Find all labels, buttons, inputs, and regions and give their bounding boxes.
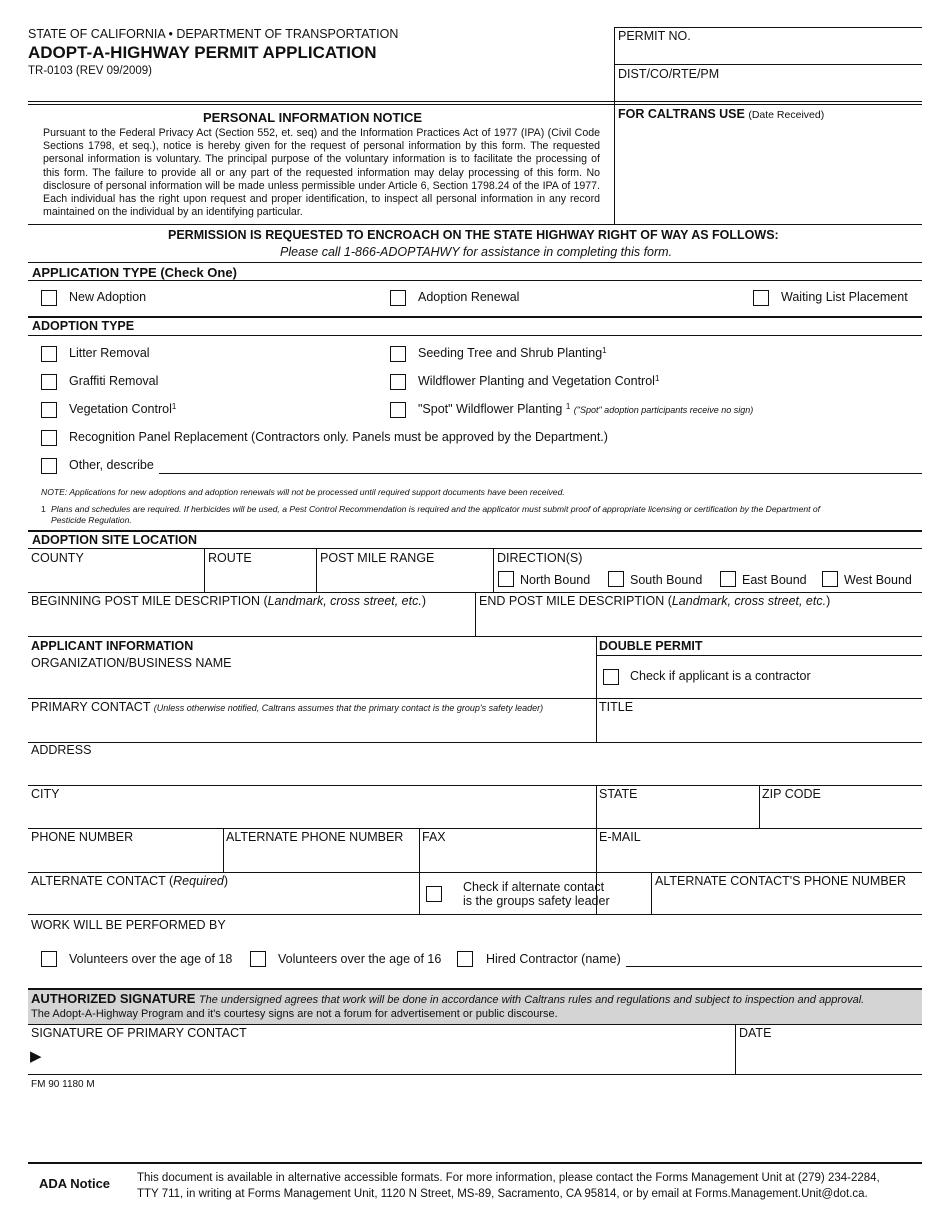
phone-field[interactable] xyxy=(29,846,222,870)
signature-heading-line xyxy=(31,991,864,1006)
signature-arrow: ▶ xyxy=(30,1048,42,1065)
graffiti-removal-label: Graffiti Removal xyxy=(69,374,159,388)
authorized-signature-heading: AUTHORIZED SIGNATURE xyxy=(31,991,196,1006)
primary-contact-note: (Unless otherwise notified, Caltrans assumes that the primary contact is the group's safety leader) xyxy=(153,703,544,713)
east-bound-label: East Bound xyxy=(742,573,807,587)
seeding-checkbox[interactable] xyxy=(390,346,406,362)
site-location-heading: ADOPTION SITE LOCATION xyxy=(32,533,198,547)
litter-removal-checkbox[interactable] xyxy=(41,346,57,362)
permit-no-label: PERMIT NO. xyxy=(618,29,691,43)
end-post-mile-field[interactable] xyxy=(476,610,922,634)
application-type-heading: APPLICATION TYPE (Check One) xyxy=(32,265,237,280)
agency-name: STATE OF CALIFORNIA • DEPARTMENT OF TRANSPORTATION xyxy=(28,27,399,41)
dist-co-rte-pm-field[interactable] xyxy=(615,82,922,100)
other-describe-field[interactable] xyxy=(159,458,922,474)
permit-no-field[interactable] xyxy=(615,44,922,64)
graffiti-removal-checkbox[interactable] xyxy=(41,374,57,390)
adoption-renewal-label: Adoption Renewal xyxy=(418,290,520,304)
post-mile-range-label: POST MILE RANGE xyxy=(320,551,435,565)
contractor-checkbox[interactable] xyxy=(603,669,619,685)
spot-note: ("Spot" adoption participants receive no sign) xyxy=(573,405,754,415)
volunteers-18-checkbox[interactable] xyxy=(41,951,57,967)
contractor-name-field[interactable] xyxy=(626,951,922,967)
dist-co-rte-pm-label: DIST/CO/RTE/PM xyxy=(618,67,720,81)
begin-post-mile-field[interactable] xyxy=(29,610,474,634)
alt-phone-field[interactable] xyxy=(224,846,418,870)
spot-wildflower-checkbox[interactable] xyxy=(390,402,406,418)
wildflower-label: Wildflower Planting and Vegetation Control$^1$ xyxy=(418,374,660,388)
waiting-list-checkbox[interactable] xyxy=(753,290,769,306)
alt-contact-phone-label: ALTERNATE CONTACT'S PHONE NUMBER xyxy=(655,874,907,888)
south-bound-checkbox[interactable] xyxy=(608,571,624,587)
volunteers-18-label: Volunteers over the age of 18 xyxy=(69,952,233,966)
alt-safety-leader-label: Check if alternate contact is the groups safety leader xyxy=(463,880,610,908)
state-field[interactable] xyxy=(597,803,758,827)
city-field[interactable] xyxy=(29,803,595,827)
form-number: TR-0103 (REV 09/2009) xyxy=(28,65,153,77)
double-permit-heading: DOUBLE PERMIT xyxy=(599,639,703,653)
privacy-notice-heading: PERSONAL INFORMATION NOTICE xyxy=(203,110,423,125)
alt-contact-phone-field[interactable] xyxy=(652,890,922,912)
contractor-check-label: Check if applicant is a contractor xyxy=(630,669,811,683)
signature-field[interactable] xyxy=(50,1042,733,1072)
assistance-text: Please call 1-866-ADOPTAHWY for assistance in completing this form. xyxy=(280,245,673,259)
fax-label: FAX xyxy=(422,830,446,844)
county-field[interactable] xyxy=(29,566,203,590)
org-name-field[interactable] xyxy=(29,672,595,696)
recognition-panel-checkbox[interactable] xyxy=(41,430,57,446)
litter-removal-label: Litter Removal xyxy=(69,346,150,360)
permission-heading: PERMISSION IS REQUESTED TO ENCROACH ON THE STATE HIGHWAY RIGHT OF WAY AS FOLLOWS: xyxy=(168,228,779,242)
ada-notice-text: This document is available in alternative accessible formats. For more information, please contact the Forms Management Unit at (279) 234-2284, TTY 711, in writing at Forms Management Unit, 1120 N Street, MS-89, Sacramento, CA 95814, or by email at Forms.Management.Unit@dot.ca. xyxy=(137,1172,880,1200)
email-field[interactable] xyxy=(597,846,922,870)
adoption-note: NOTE: Applications for new adoptions and adoption renewals will not be processed until required support documents have been received. xyxy=(41,487,565,497)
work-performed-heading: WORK WILL BE PERFORMED BY xyxy=(31,918,226,932)
email-label: E-MAIL xyxy=(599,830,641,844)
end-post-mile-label: END POST MILE DESCRIPTION (Landmark, cross street, etc.) xyxy=(479,594,831,608)
adoption-type-heading: ADOPTION TYPE xyxy=(32,319,135,333)
alt-contact-label: ALTERNATE CONTACT (Required) xyxy=(31,874,229,888)
title-field[interactable] xyxy=(597,716,922,740)
post-mile-range-field[interactable] xyxy=(317,566,492,590)
adoption-renewal-checkbox[interactable] xyxy=(390,290,406,306)
volunteers-16-label: Volunteers over the age of 16 xyxy=(278,952,442,966)
vegetation-footnote-mark: 1 xyxy=(171,402,177,411)
fm-number: FM 90 1180 M xyxy=(31,1079,95,1090)
org-name-label: ORGANIZATION/BUSINESS NAME xyxy=(31,656,232,670)
hired-contractor-label: Hired Contractor (name) xyxy=(486,952,621,966)
caltrans-use-label: FOR CALTRANS USE xyxy=(618,107,745,121)
address-label: ADDRESS xyxy=(31,743,92,757)
ada-notice-label: ADA Notice xyxy=(39,1176,111,1191)
recognition-panel-label: Recognition Panel Replacement (Contractors only. Panels must be approved by the Department.) xyxy=(69,430,608,444)
seeding-label: Seeding Tree and Shrub Planting$^1$ xyxy=(418,346,607,360)
caltrans-use-box xyxy=(618,107,824,121)
vegetation-control-checkbox[interactable] xyxy=(41,402,57,418)
title-label: TITLE xyxy=(599,700,634,714)
directions-label: DIRECTION(S) xyxy=(497,551,583,565)
primary-contact-label: PRIMARY CONTACT (Unless otherwise notified, Caltrans assumes that the primary contact is the group's safety leader) xyxy=(31,700,544,714)
agreement-text: The undersigned agrees that work will be done in accordance with Caltrans rules and regulations and subject to inspection and approval. xyxy=(198,994,865,1006)
date-label: DATE xyxy=(739,1026,772,1040)
west-bound-checkbox[interactable] xyxy=(822,571,838,587)
wildflower-footnote-mark: 1 xyxy=(654,374,660,383)
route-label: ROUTE xyxy=(208,551,252,565)
vegetation-control-label: Vegetation Control$^1$ xyxy=(69,402,177,416)
spot-wildflower-label: "Spot" Wildflower Planting $^1$ ("Spot" adoption participants receive no sign) xyxy=(418,402,754,416)
signature-label: SIGNATURE OF PRIMARY CONTACT xyxy=(31,1026,247,1040)
form-title: ADOPT-A-HIGHWAY PERMIT APPLICATION xyxy=(28,43,377,62)
phone-label: PHONE NUMBER xyxy=(31,830,134,844)
courtesy-text: The Adopt-A-Highway Program and it's courtesy signs are not a forum for advertisement or public discourse. xyxy=(31,1008,558,1020)
south-bound-label: South Bound xyxy=(630,573,703,587)
east-bound-checkbox[interactable] xyxy=(720,571,736,587)
seeding-footnote-mark: 1 xyxy=(602,346,607,355)
footnote-text: Plans and schedules are required. If herbicides will be used, a Pest Control Recommendation is required and the applicator must submit proof of appropriate licensing or certification by the Department of Pesticide Regulation. xyxy=(51,504,821,525)
route-field[interactable] xyxy=(205,566,315,590)
new-adoption-checkbox[interactable] xyxy=(41,290,57,306)
state-label: STATE xyxy=(599,787,638,801)
waiting-list-label: Waiting List Placement xyxy=(781,290,908,304)
north-bound-checkbox[interactable] xyxy=(498,571,514,587)
alt-contact-field[interactable] xyxy=(29,890,417,912)
begin-post-mile-label: BEGINNING POST MILE DESCRIPTION (Landmark, cross street, etc.) xyxy=(31,594,427,608)
zip-label: ZIP CODE xyxy=(762,787,821,801)
alt-safety-leader-checkbox[interactable] xyxy=(426,886,442,902)
date-field[interactable] xyxy=(736,1042,922,1072)
other-label: Other, describe xyxy=(69,458,154,472)
west-bound-label: West Bound xyxy=(844,573,912,587)
other-checkbox[interactable] xyxy=(41,458,57,474)
fax-field[interactable] xyxy=(420,846,595,870)
alt-phone-label: ALTERNATE PHONE NUMBER xyxy=(226,830,404,844)
spot-footnote-mark: 1 xyxy=(565,402,571,411)
zip-field[interactable] xyxy=(760,803,922,827)
wildflower-checkbox[interactable] xyxy=(390,374,406,390)
primary-contact-field[interactable] xyxy=(29,716,595,740)
footnote-number: 1 xyxy=(41,504,46,514)
privacy-notice-text: Pursuant to the Federal Privacy Act (Section 552, et. seq) and the Information Practices Act of 1977 (IPA) (Civil Code Sections 1798, et seq.), notice is hereby given for the request of personal information by this form. The requested personal information is voluntary. The principal purpose of the voluntary information is to facilitate the processing of this form. The failure to provide all or any part of the requested information may delay processing of this form. No disclosure of personal information will be made unless permissible under Article 6, Section 1798.24 of the IPA of 1977. Each individual has the right upon request and proper identification, to inspect all personal information in any record maintained on the individual by an identifying particular. xyxy=(43,127,600,219)
new-adoption-label: New Adoption xyxy=(69,290,147,304)
applicant-info-heading: APPLICANT INFORMATION xyxy=(31,639,194,653)
address-field[interactable] xyxy=(29,759,922,783)
county-label: COUNTY xyxy=(31,551,84,565)
date-received-label: (Date Received) xyxy=(748,109,825,121)
hired-contractor-checkbox[interactable] xyxy=(457,951,473,967)
volunteers-16-checkbox[interactable] xyxy=(250,951,266,967)
north-bound-label: North Bound xyxy=(520,573,591,587)
city-label: CITY xyxy=(31,787,60,801)
